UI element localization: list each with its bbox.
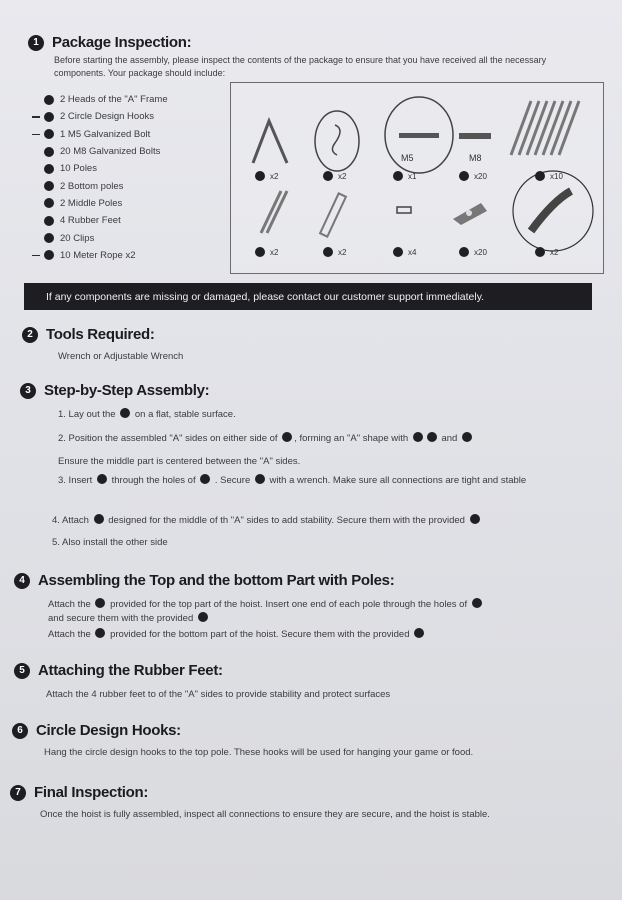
part-ref-icon [462, 432, 472, 442]
step-line: and secure them with the provided [48, 612, 210, 625]
m8-label: M8 [469, 153, 482, 163]
part-badge [44, 216, 54, 226]
section-4-title: Assembling the Top and the bottom Part with Poles: [38, 572, 395, 589]
support-banner: If any components are missing or damaged, please contact our customer support immediately. [24, 283, 592, 310]
section-4-header [14, 572, 394, 589]
section-3-header [20, 382, 209, 399]
qty-label: x2 [323, 171, 346, 181]
qty-label: x20 [459, 247, 487, 257]
qty-label: x2 [535, 247, 558, 257]
m8-bolt-icon [459, 133, 491, 139]
part-badge [44, 164, 54, 174]
section-6-title: Circle Design Hooks: [36, 722, 181, 739]
part-item: 2 Bottom poles [44, 177, 234, 194]
part-item: 20 M8 Galvanized Bolts [44, 143, 234, 160]
step-7-badge: 7 [10, 785, 26, 801]
step-line: Ensure the middle part is centered between the "A" sides. [58, 456, 301, 467]
part-item: 2 Circle Design Hooks [44, 108, 234, 125]
step-line: 2. Position the assembled "A" sides on either side of , forming an "A" shape with and [58, 432, 474, 445]
part-item: 2 Middle Poles [44, 195, 234, 212]
step-line: Attach the provided for the top part of the hoist. Insert one end of each pole through the holes of [48, 598, 593, 611]
step-3-badge: 3 [20, 383, 36, 399]
dash-mark [32, 116, 40, 118]
section-2-title: Tools Required: [46, 326, 155, 343]
rubber-foot-icon [397, 207, 411, 213]
step-4-badge: 4 [14, 573, 30, 589]
qty-label: x4 [393, 247, 416, 257]
m5-bolt-icon [385, 97, 453, 173]
part-ref-icon [255, 474, 265, 484]
part-ref-icon [470, 514, 480, 524]
part-badge [44, 112, 54, 122]
section-7-header [10, 784, 148, 801]
part-ref-icon [198, 612, 208, 622]
part-ref-icon [413, 432, 423, 442]
section-1-title: Package Inspection: [52, 34, 192, 51]
part-ref-icon [200, 474, 210, 484]
section-5-title: Attaching the Rubber Feet: [38, 662, 223, 679]
part-badge [44, 233, 54, 243]
part-badge [44, 198, 54, 208]
part-item: 1 M5 Galvanized Bolt [44, 126, 234, 143]
part-item: 20 Clips [44, 229, 234, 246]
step-6-badge: 6 [12, 723, 28, 739]
step-5-badge: 5 [14, 663, 30, 679]
part-ref-icon [94, 514, 104, 524]
parts-list [44, 91, 234, 264]
section-7-body: Once the hoist is fully assembled, inspect all connections to ensure they are secure, and the hoist is stable. [40, 809, 490, 820]
section-1-header [28, 34, 191, 51]
step-2-badge: 2 [22, 327, 38, 343]
m5-label: M5 [401, 153, 414, 163]
part-ref-icon [97, 474, 107, 484]
step-line: 1. Lay out the on a flat, stable surface. [58, 409, 236, 420]
section-6-body: Hang the circle design hooks to the top pole. These hooks will be used for hanging your game or food. [44, 747, 474, 758]
part-ref-icon [95, 628, 105, 638]
clip-icon [453, 203, 487, 225]
qty-label: x2 [323, 247, 346, 257]
part-ref-icon [414, 628, 424, 638]
rope-icon [513, 171, 593, 251]
step-line: 5. Also install the other side [52, 537, 168, 548]
part-badge [44, 95, 54, 105]
part-item: 10 Meter Rope x2 [44, 247, 234, 264]
part-badge [44, 129, 54, 139]
part-ref-icon [427, 432, 437, 442]
section-6-header [12, 722, 181, 739]
section-5-body: Attach the 4 rubber feet to of the "A" sides to provide stability and protect surfaces [46, 689, 391, 700]
middle-pole-icon [320, 193, 346, 236]
part-badge [44, 181, 54, 191]
qty-label: x1 [393, 171, 416, 181]
section-3-title: Step-by-Step Assembly: [44, 382, 210, 399]
section-2-header [22, 326, 155, 343]
poles-icon [511, 101, 579, 155]
dash-mark [32, 134, 40, 136]
qty-label: x2 [255, 247, 278, 257]
dash-mark [32, 255, 40, 257]
part-item: 4 Rubber Feet [44, 212, 234, 229]
step-line: Attach the provided for the bottom part of the hoist. Secure them with the provided [48, 628, 426, 641]
step-line: 4. Attach designed for the middle of th "A" sides to add stability. Secure them with the provided [52, 514, 592, 527]
circle-hook-icon [315, 111, 359, 171]
section-5-header [14, 662, 223, 679]
part-ref-icon [120, 408, 130, 418]
qty-label: x2 [255, 171, 278, 181]
qty-label: x20 [459, 171, 487, 181]
a-frame-head-icon [253, 121, 287, 163]
section-2-body: Wrench or Adjustable Wrench [58, 351, 184, 362]
part-item: 2 Heads of the "A" Frame [44, 91, 234, 108]
part-ref-icon [95, 598, 105, 608]
part-item: 10 Poles [44, 160, 234, 177]
bottom-poles-icon [261, 191, 287, 233]
part-badge [44, 250, 54, 260]
section-7-title: Final Inspection: [34, 784, 149, 801]
section-1-intro: Before starting the assembly, please inspect the contents of the package to ensure that you have received all the necessary components. Your package should include: [54, 55, 547, 78]
step-1-badge: 1 [28, 35, 44, 51]
parts-diagram [230, 82, 604, 274]
part-ref-icon [472, 598, 482, 608]
part-ref-icon [282, 432, 292, 442]
part-badge [44, 147, 54, 157]
qty-label: x10 [535, 171, 563, 181]
step-line: 3. Insert through the holes of . Secure with a wrench. Make sure all connections are tight and stable [58, 475, 527, 486]
